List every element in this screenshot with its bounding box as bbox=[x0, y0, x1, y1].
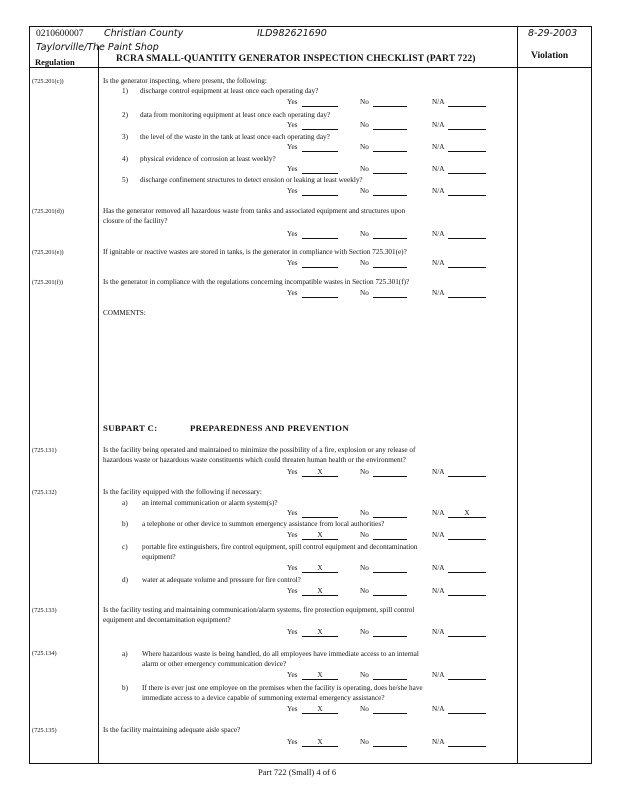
frame-right bbox=[591, 26, 592, 764]
no-answer[interactable] bbox=[373, 705, 407, 714]
doc-id: 0210600007 bbox=[36, 29, 84, 39]
yes-label: Yes bbox=[287, 230, 298, 238]
no-answer[interactable] bbox=[373, 564, 407, 573]
reg-ref: (725.135) bbox=[32, 727, 57, 734]
na-answer[interactable]: X bbox=[448, 509, 486, 518]
na-answer[interactable] bbox=[448, 143, 486, 152]
yes-answer[interactable]: X bbox=[302, 468, 338, 477]
inspection-date: 8-29-2003 bbox=[528, 28, 578, 39]
na-label: N/A bbox=[432, 671, 445, 679]
na-answer[interactable] bbox=[448, 259, 486, 268]
yes-answer[interactable] bbox=[302, 98, 338, 107]
reg-ref: (725.134) bbox=[32, 650, 57, 657]
item-text: If there is ever just one employee on the premises when the facility is operating, does he/she have bbox=[142, 684, 423, 692]
no-label: No bbox=[360, 98, 369, 106]
no-answer[interactable] bbox=[373, 259, 407, 268]
item-text: discharge confinement structures to detect erosion or leaking at least weekly? bbox=[140, 176, 363, 184]
county: Christian County bbox=[104, 28, 184, 39]
no-answer[interactable] bbox=[373, 143, 407, 152]
item-number: 5) bbox=[122, 176, 128, 184]
yes-answer[interactable]: X bbox=[302, 705, 338, 714]
no-label: No bbox=[360, 468, 369, 476]
page-footer: Part 722 (Small) 4 of 6 bbox=[258, 767, 337, 777]
question-text: closure of the facility? bbox=[103, 217, 168, 225]
yes-label: Yes bbox=[287, 531, 298, 539]
item-text: water at adequate volume and pressure for fire control? bbox=[142, 576, 301, 584]
na-answer[interactable] bbox=[448, 671, 486, 680]
item-text: the level of the waste in the tank at least once each operating day? bbox=[140, 133, 330, 141]
no-answer[interactable] bbox=[373, 531, 407, 540]
yes-answer[interactable] bbox=[302, 165, 338, 174]
yes-answer[interactable] bbox=[302, 187, 338, 196]
question-text: Is the generator in compliance with the regulations concerning incompatible wastes in Section 725.301(f)? bbox=[103, 278, 410, 286]
no-answer[interactable] bbox=[373, 509, 407, 518]
no-label: No bbox=[360, 289, 369, 297]
yes-label: Yes bbox=[287, 671, 298, 679]
yes-label: Yes bbox=[287, 564, 298, 572]
reg-ref: (725.132) bbox=[32, 489, 57, 496]
na-label: N/A bbox=[432, 143, 445, 151]
na-label: N/A bbox=[432, 98, 445, 106]
na-answer[interactable] bbox=[448, 187, 486, 196]
na-label: N/A bbox=[432, 564, 445, 572]
no-label: No bbox=[360, 259, 369, 267]
no-answer[interactable] bbox=[373, 587, 407, 596]
reg-ref: (725.201(d)) bbox=[32, 208, 65, 215]
no-answer[interactable] bbox=[373, 628, 407, 637]
na-answer[interactable] bbox=[448, 705, 486, 714]
yes-answer[interactable]: X bbox=[302, 531, 338, 540]
na-answer[interactable] bbox=[448, 587, 486, 596]
na-answer[interactable] bbox=[448, 531, 486, 540]
na-answer[interactable] bbox=[448, 230, 486, 239]
na-label: N/A bbox=[432, 468, 445, 476]
item-text: alarm or other emergency communication device? bbox=[142, 660, 287, 668]
yes-answer[interactable] bbox=[302, 143, 338, 152]
no-label: No bbox=[360, 230, 369, 238]
na-label: N/A bbox=[432, 259, 445, 267]
col-divider-violation bbox=[517, 26, 518, 764]
subpart-label: SUBPART C: bbox=[103, 423, 158, 433]
no-answer[interactable] bbox=[373, 738, 407, 747]
na-answer[interactable] bbox=[448, 468, 486, 477]
question-text: Has the generator removed all hazardous waste from tanks and associated equipment and structures upon bbox=[103, 207, 406, 215]
na-answer[interactable] bbox=[448, 289, 486, 298]
reg-ref: (725.131) bbox=[32, 447, 57, 454]
item-number: c) bbox=[122, 543, 128, 551]
na-label: N/A bbox=[432, 738, 445, 746]
item-number: 1) bbox=[122, 87, 128, 95]
yes-answer[interactable]: X bbox=[302, 628, 338, 637]
na-answer[interactable] bbox=[448, 165, 486, 174]
na-answer[interactable] bbox=[448, 628, 486, 637]
yes-label: Yes bbox=[287, 705, 298, 713]
yes-answer[interactable] bbox=[302, 509, 338, 518]
na-answer[interactable] bbox=[448, 121, 486, 130]
yes-label: Yes bbox=[287, 259, 298, 267]
na-label: N/A bbox=[432, 289, 445, 297]
na-answer[interactable] bbox=[448, 738, 486, 747]
question-text: Is the facility being operated and maintained to minimize the possibility of a fire, explosion or any release of bbox=[103, 446, 416, 454]
na-label: N/A bbox=[432, 121, 445, 129]
yes-label: Yes bbox=[287, 468, 298, 476]
question-text: equipment and decontamination equipment? bbox=[103, 616, 231, 624]
no-answer[interactable] bbox=[373, 289, 407, 298]
comments-label: COMMENTS: bbox=[103, 309, 146, 317]
question-text: Is the facility maintaining adequate aisle space? bbox=[103, 726, 241, 734]
na-answer[interactable] bbox=[448, 98, 486, 107]
na-answer[interactable] bbox=[448, 564, 486, 573]
no-answer[interactable] bbox=[373, 98, 407, 107]
no-label: No bbox=[360, 121, 369, 129]
yes-answer[interactable]: X bbox=[302, 564, 338, 573]
yes-answer[interactable] bbox=[302, 121, 338, 130]
na-label: N/A bbox=[432, 230, 445, 238]
frame-top bbox=[29, 26, 592, 27]
no-answer[interactable] bbox=[373, 230, 407, 239]
item-text: equipment? bbox=[142, 553, 176, 561]
question-text: Is the generator inspecting, where present, the following: bbox=[103, 77, 267, 85]
yes-answer[interactable]: X bbox=[302, 738, 338, 747]
yes-label: Yes bbox=[287, 165, 298, 173]
item-text: Where hazardous waste is being handled, do all employees have immediate access to an internal bbox=[142, 650, 419, 658]
frame-left bbox=[29, 26, 30, 764]
no-answer[interactable] bbox=[373, 671, 407, 680]
yes-answer[interactable]: X bbox=[302, 587, 338, 596]
frame-header-divider bbox=[29, 67, 592, 68]
yes-label: Yes bbox=[287, 289, 298, 297]
question-text: Is the facility equipped with the following if necessary: bbox=[103, 488, 262, 496]
item-text: portable fire extinguishers, fire control equipment, spill control equipment and decontamination bbox=[142, 543, 418, 551]
yes-label: Yes bbox=[287, 121, 298, 129]
no-answer[interactable] bbox=[373, 187, 407, 196]
facility-name: Taylorville/The Paint Shop bbox=[36, 42, 159, 53]
yes-answer[interactable] bbox=[302, 230, 338, 239]
no-label: No bbox=[360, 587, 369, 595]
question-text: If ignitable or reactive wastes are stored in tanks, is the generator in compliance with Section 725.301(e)? bbox=[103, 248, 407, 256]
item-number: a) bbox=[122, 650, 128, 658]
item-number: 2) bbox=[122, 111, 128, 119]
epa-id: ILD982621690 bbox=[257, 28, 327, 39]
no-label: No bbox=[360, 143, 369, 151]
no-label: No bbox=[360, 705, 369, 713]
no-label: No bbox=[360, 628, 369, 636]
na-label: N/A bbox=[432, 187, 445, 195]
item-text: physical evidence of corrosion at least weekly? bbox=[140, 155, 276, 163]
yes-label: Yes bbox=[287, 738, 298, 746]
item-text: immediate access to a device capable of summoning external emergency assistance? bbox=[142, 694, 385, 702]
yes-answer[interactable]: X bbox=[302, 671, 338, 680]
item-number: 3) bbox=[122, 133, 128, 141]
no-label: No bbox=[360, 564, 369, 572]
subpart-title: PREPAREDNESS AND PREVENTION bbox=[190, 423, 349, 433]
na-label: N/A bbox=[432, 509, 445, 517]
no-label: No bbox=[360, 509, 369, 517]
na-label: N/A bbox=[432, 587, 445, 595]
col-divider-regulation bbox=[98, 46, 99, 764]
yes-answer[interactable] bbox=[302, 289, 338, 298]
reg-ref: (725.201(c)) bbox=[32, 78, 64, 85]
no-label: No bbox=[360, 671, 369, 679]
yes-label: Yes bbox=[287, 587, 298, 595]
question-text: Is the facility testing and maintaining communication/alarm systems, fire protection equipment, spill control bbox=[103, 606, 415, 614]
yes-label: Yes bbox=[287, 187, 298, 195]
no-label: No bbox=[360, 531, 369, 539]
item-text: discharge control equipment at least once each operating day? bbox=[140, 87, 319, 95]
reg-ref: (725.133) bbox=[32, 607, 57, 614]
no-answer[interactable] bbox=[373, 121, 407, 130]
na-label: N/A bbox=[432, 531, 445, 539]
no-label: No bbox=[360, 187, 369, 195]
no-label: No bbox=[360, 738, 369, 746]
item-number: a) bbox=[122, 499, 128, 507]
yes-label: Yes bbox=[287, 628, 298, 636]
yes-label: Yes bbox=[287, 509, 298, 517]
yes-label: Yes bbox=[287, 143, 298, 151]
item-text: data from monitoring equipment at least once each operating day? bbox=[140, 111, 331, 119]
frame-bottom bbox=[29, 763, 592, 764]
violation-header: Violation bbox=[531, 51, 569, 61]
item-number: d) bbox=[122, 576, 128, 584]
regulation-header: Regulation bbox=[35, 57, 75, 67]
item-text: a telephone or other device to summon emergency assistance from local authorities? bbox=[142, 520, 385, 528]
item-number: b) bbox=[122, 684, 128, 692]
no-label: No bbox=[360, 165, 369, 173]
page-title: RCRA SMALL-QUANTITY GENERATOR INSPECTION CHECKLIST (PART 722) bbox=[116, 53, 476, 64]
reg-ref: (725.201(f)) bbox=[32, 279, 63, 286]
yes-label: Yes bbox=[287, 98, 298, 106]
item-number: 4) bbox=[122, 155, 128, 163]
na-label: N/A bbox=[432, 628, 445, 636]
item-number: b) bbox=[122, 520, 128, 528]
question-text: hazardous waste or hazardous waste constituents which could threaten human health or the environment? bbox=[103, 456, 406, 464]
no-answer[interactable] bbox=[373, 165, 407, 174]
na-label: N/A bbox=[432, 165, 445, 173]
yes-answer[interactable] bbox=[302, 259, 338, 268]
item-text: an internal communication or alarm system(s)? bbox=[142, 499, 278, 507]
na-label: N/A bbox=[432, 705, 445, 713]
reg-ref: (725.201(e)) bbox=[32, 249, 64, 256]
no-answer[interactable] bbox=[373, 468, 407, 477]
